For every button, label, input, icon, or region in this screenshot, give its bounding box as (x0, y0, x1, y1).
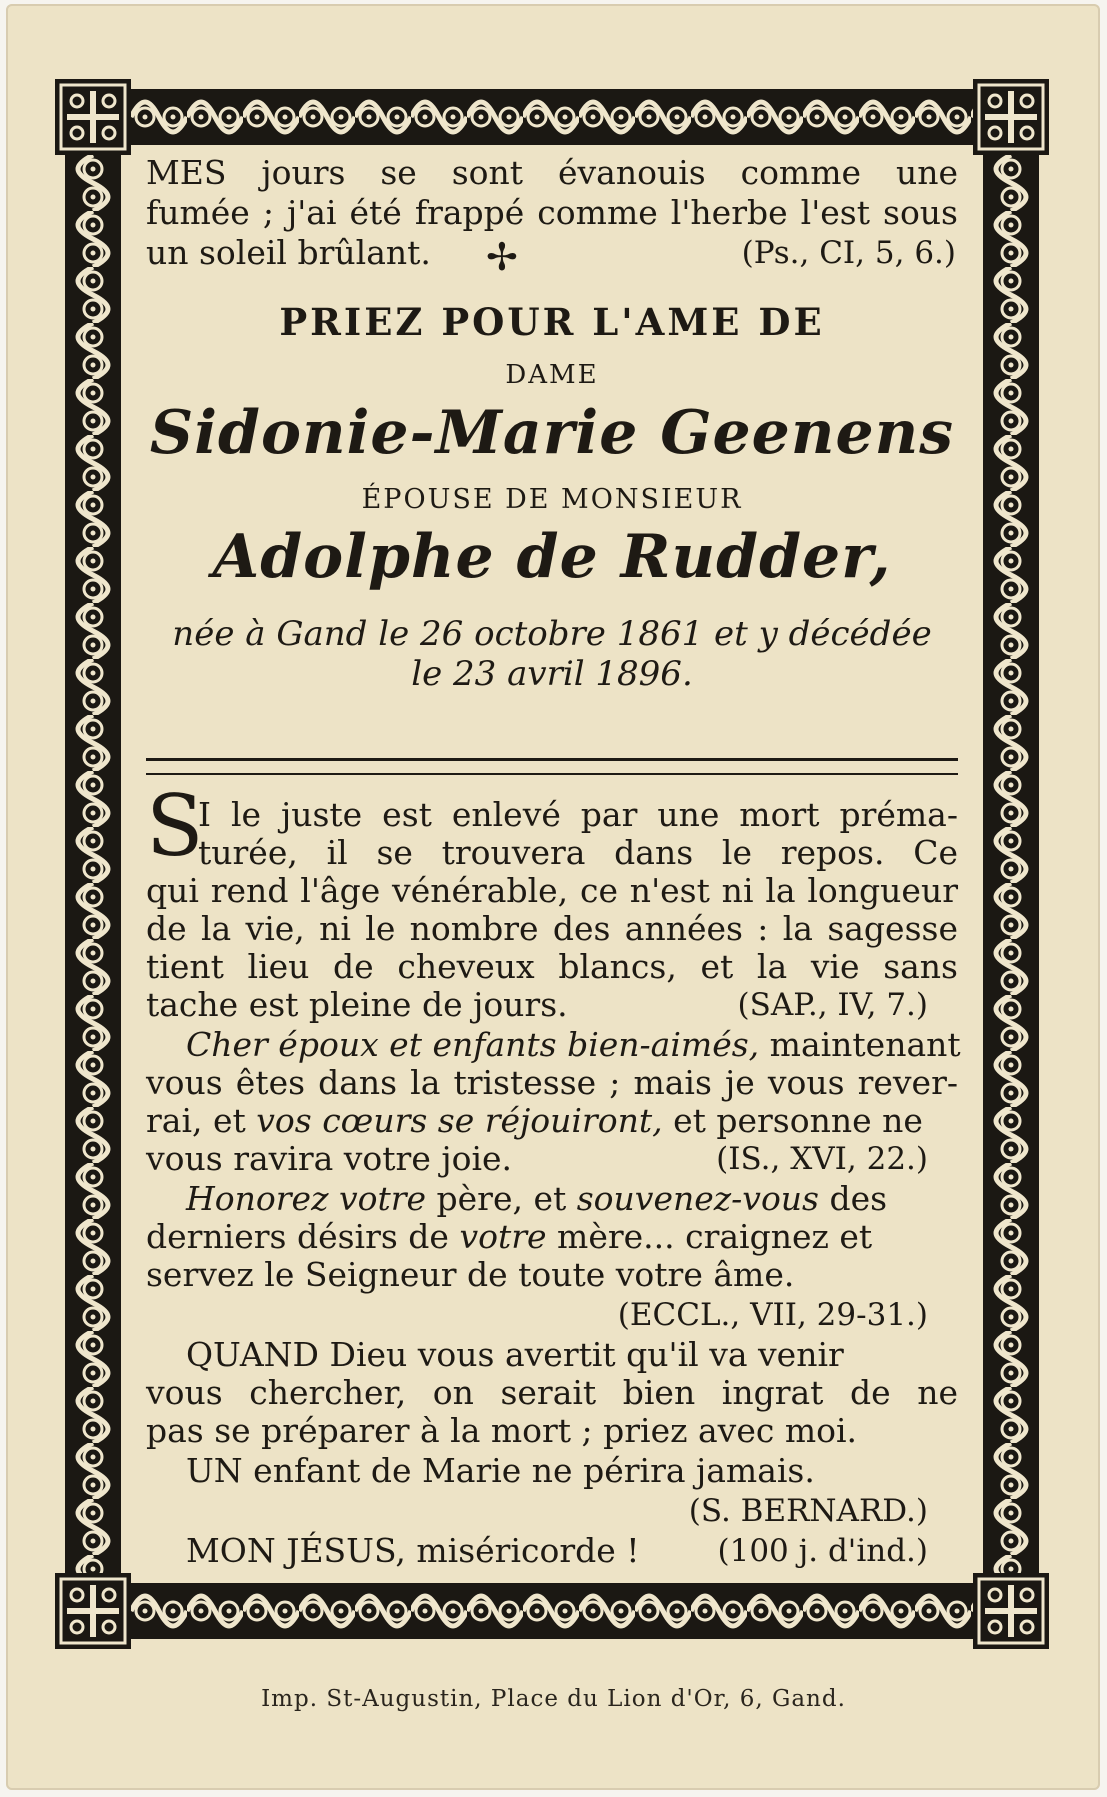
italic-phrase: Honorez votre (186, 1179, 427, 1218)
body-line (146, 1218, 872, 1256)
body-text: des (819, 1179, 888, 1218)
body-line: servez le Seigneur de toute votre âme. (146, 1255, 795, 1294)
body-line: turée, il se trouvera dans le repos. Ce (198, 833, 958, 872)
body-line: qui rend l'âge vénérable, ce n'est ni la longueur (146, 871, 958, 910)
body-line: QUAND Dieu vous avertit qu'il va venir (186, 1335, 844, 1374)
scripture-reference: (IS., XVI, 22.) (716, 1141, 928, 1177)
memorial-card (6, 4, 1100, 1790)
corner-ornament-bottom-right (973, 1573, 1049, 1649)
body-text: père, et (426, 1179, 577, 1218)
title-dame: DAME (505, 360, 599, 390)
body-line: de la vie, ni le nombre des années : la sagesse (146, 909, 958, 948)
body-line: pas se préparer à la mort ; priez avec moi. (146, 1411, 858, 1450)
body-line: tache est pleine de jours. (146, 985, 568, 1024)
body-line: I le juste est enlevé par une mort préma- (198, 795, 958, 834)
italic-phrase: votre (459, 1217, 547, 1256)
body-line: vous ravira votre joie. (146, 1139, 513, 1178)
body-line: tient lieu de cheveux blancs, et la vie sans (146, 947, 958, 986)
printer-imprint: Imp. St-Augustin, Place du Lion d'Or, 6, Gand. (261, 1686, 846, 1712)
invocation-line: MON JÉSUS, miséricorde ! (186, 1531, 640, 1570)
scripture-reference: (ECCL., VII, 29-31.) (617, 1297, 928, 1333)
body-line: vous êtes dans la tristesse ; mais je vous rever- (146, 1063, 958, 1102)
body-line (186, 1180, 958, 1218)
body-text: maintenant (759, 1025, 961, 1064)
corner-ornament-bottom-left (55, 1573, 131, 1649)
body-line (186, 1025, 961, 1064)
border-top-band (131, 89, 973, 145)
italic-phrase: vos cœurs se réjouiront, (256, 1101, 663, 1140)
attribution: (S. BERNARD.) (688, 1493, 928, 1529)
deceased-name: Sidonie-Marie Geenens (149, 398, 955, 468)
corner-ornament-top-right (973, 79, 1049, 155)
body-text: et personne ne (662, 1101, 923, 1140)
border-left-band (65, 155, 121, 1573)
italic-phrase: Cher époux et enfants bien-aimés, (186, 1025, 760, 1064)
body-text: mère... craignez et (546, 1217, 873, 1256)
double-rule-divider (146, 758, 958, 775)
card-text (146, 153, 961, 1594)
body-line: vous chercher, on serait bien ingrat de ne (146, 1373, 958, 1412)
spouse-heading: ÉPOUSE DE MONSIEUR (361, 484, 743, 515)
body-text: rai, et (146, 1101, 257, 1140)
body-line: UN enfant de Marie ne périra jamais. (186, 1451, 815, 1490)
scripture-reference: (SAP., IV, 7.) (737, 987, 928, 1023)
epigraph-line: MES jours se sont évanouis comme une (146, 153, 958, 192)
body-text: derniers désirs de (146, 1217, 460, 1256)
border-right-band (983, 155, 1039, 1573)
indulgence-note: (100 j. d'ind.) (717, 1533, 928, 1569)
scripture-reference: (Ps., CI, 5, 6.) (741, 235, 956, 271)
epigraph-line: fumée ; j'ai été frappé comme l'herbe l'est sous (146, 193, 958, 232)
spouse-name: Adolphe de Rudder, (212, 522, 892, 592)
italic-phrase: souvenez-vous (576, 1179, 819, 1218)
cross-icon: ✢ (486, 235, 518, 279)
drop-capital: S (146, 777, 204, 875)
birth-death-dates: le 23 avril 1896. (411, 654, 693, 694)
corner-ornament-top-left (55, 79, 131, 155)
birth-death-dates: née à Gand le 26 octobre 1861 et y décédée (172, 614, 932, 654)
body-line (146, 1102, 958, 1140)
epigraph-line: un soleil brûlant. (146, 233, 431, 272)
prayer-heading: PRIEZ POUR L'AME DE (279, 300, 825, 344)
